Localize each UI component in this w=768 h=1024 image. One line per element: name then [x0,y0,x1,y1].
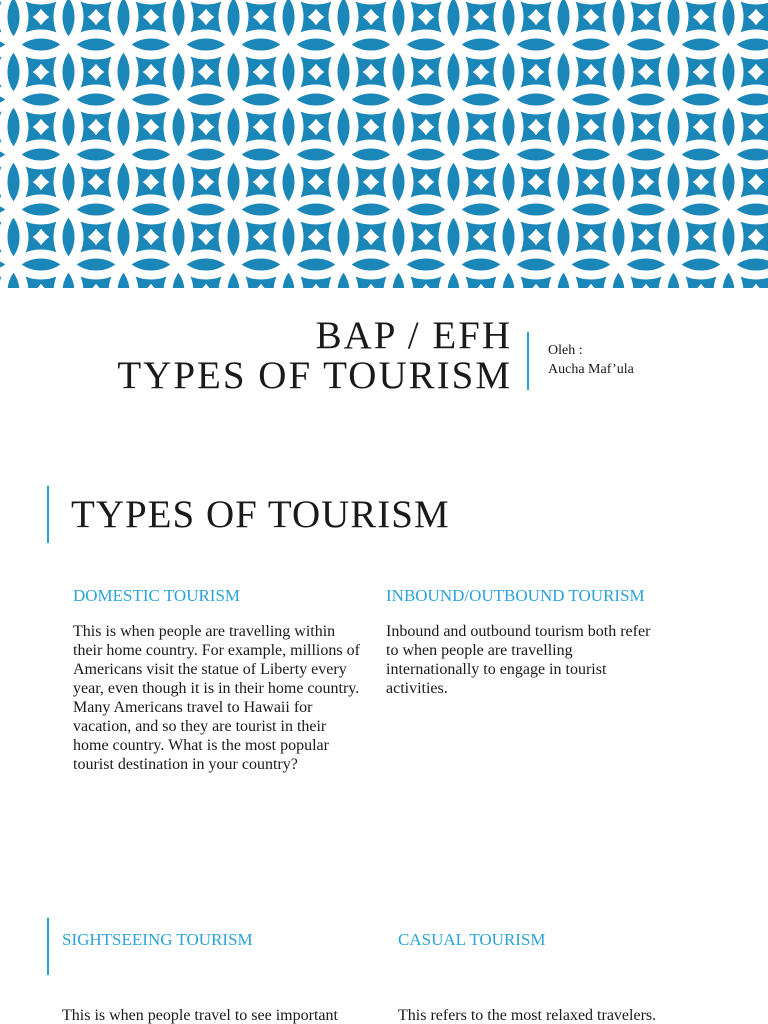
sightseeing-tourism-heading: SIGHTSEEING TOURISM [62,930,253,949]
interlocking-circles-pattern [0,0,768,288]
title-divider [527,332,529,390]
inbound-outbound-tourism-body: Inbound and outbound tourism both refer to when people are travelling internationally to engage in tourist activities. [386,623,651,697]
presentation-title [0,316,512,396]
sightseeing-tourism-body: This is when people travel to see important [62,1007,338,1024]
author-label: Oleh : [548,343,583,358]
heading-accent-bar [47,486,49,543]
domestic-tourism-heading: DOMESTIC TOURISM [73,586,241,605]
casual-tourism-heading: CASUAL TOURISM [398,930,546,949]
inbound-outbound-tourism-heading: INBOUND/OUTBOUND TOURISM [386,586,645,605]
author-block [548,341,634,379]
author-name: Aucha Maf’ula [548,362,634,377]
section-heading: TYPES OF TOURISM [71,493,450,536]
heading-accent-bar-2 [47,918,49,975]
casual-tourism-body: This refers to the most relaxed travelers. [398,1007,657,1024]
title-line-2: TYPES OF TOURISM [117,354,512,397]
domestic-tourism-body: This is when people are travelling within their home country. For example, millions of Americans visit the statue of Liberty every year, even though it is in their home country. Many Americans travel to Hawaii for vacation, and so they are tourist in their home country. What is the most popular tourist destination in your country? [73,623,360,773]
title-line-1: BAP / EFH [315,314,512,357]
pattern-banner [0,0,768,288]
